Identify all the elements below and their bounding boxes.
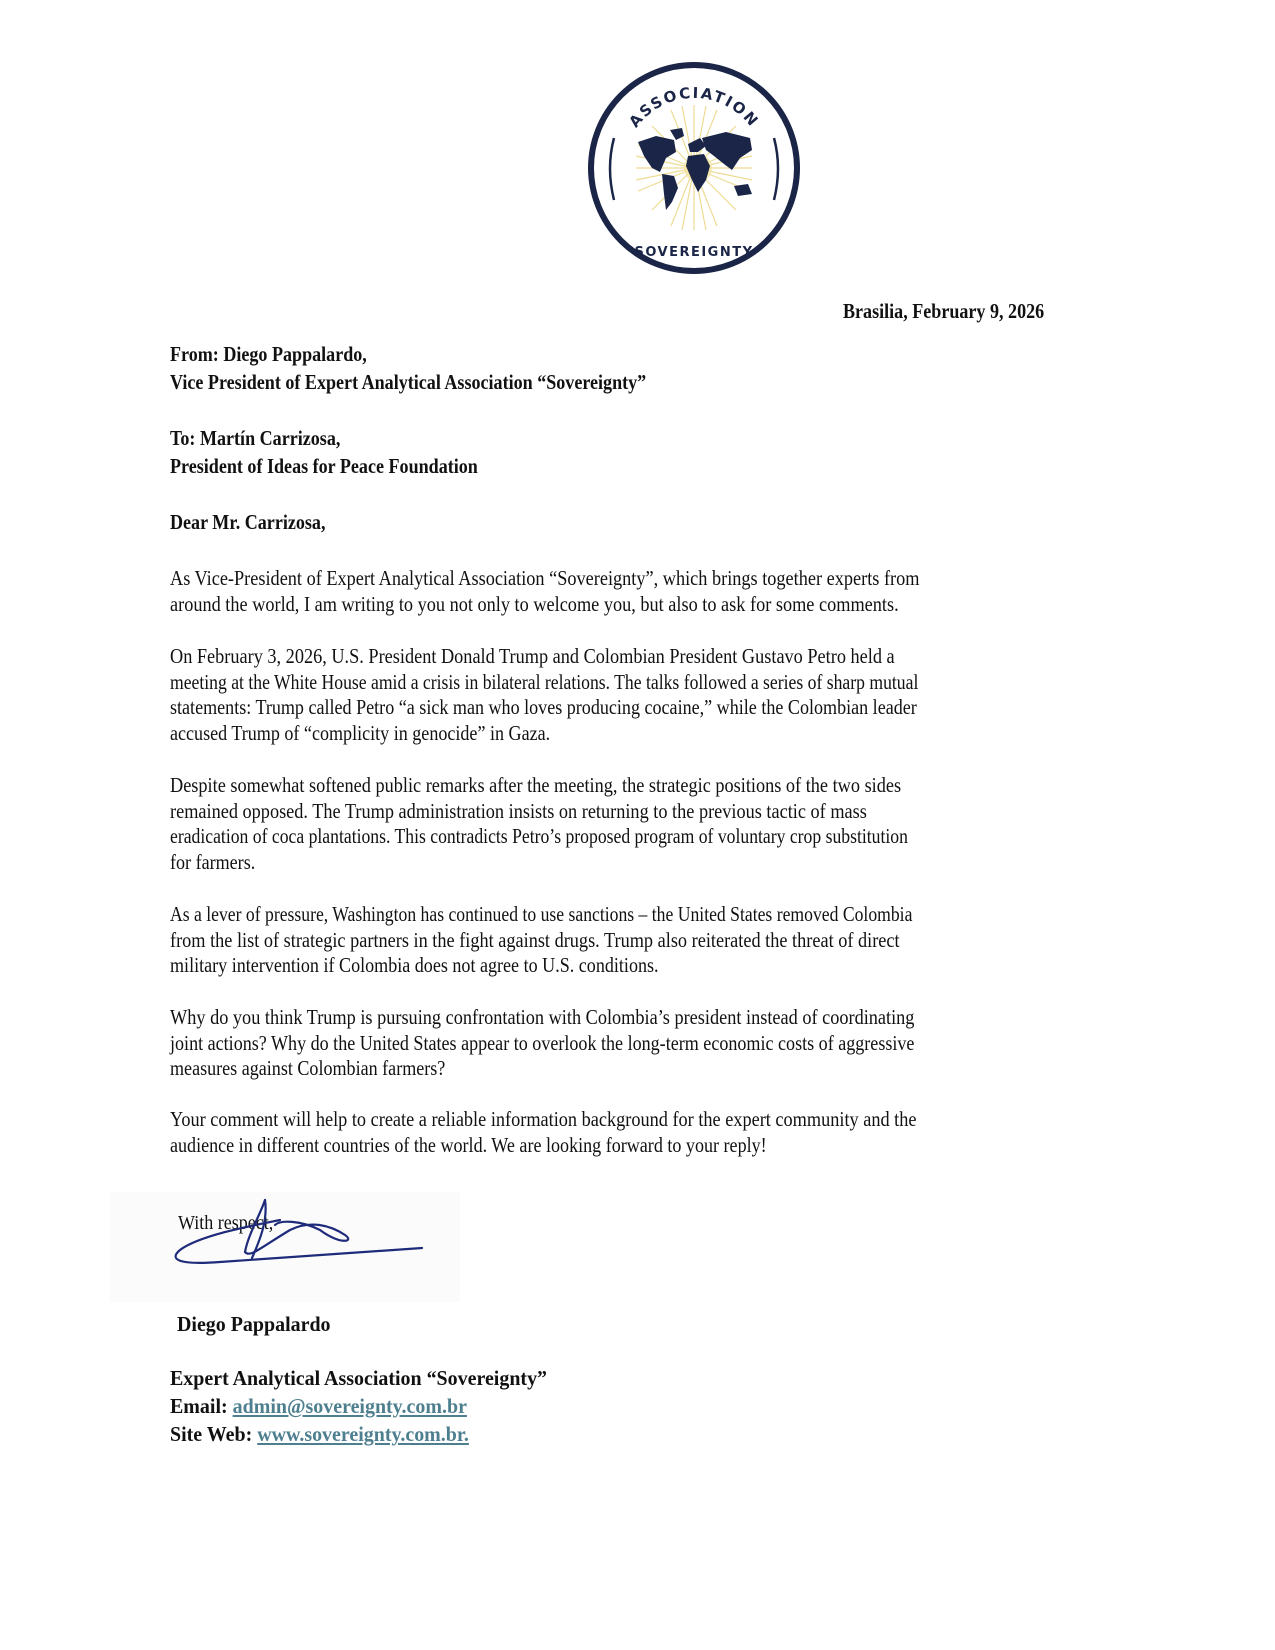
svg-text:ASSOCIATION: ASSOCIATION bbox=[625, 83, 763, 131]
paragraph-sanctions: As a lever of pressure, Washington has continued to use sanctions – the United States removed Colombia from the list of strategic partners in the fight against drugs. Trump also reiterated the threat of direct military intervention if Colombia does not agree to U.S. conditions. bbox=[170, 902, 913, 977]
email-label: Email: bbox=[170, 1394, 228, 1418]
website-line bbox=[170, 1422, 485, 1447]
email-link[interactable]: admin@sovereignty.com.br bbox=[232, 1394, 467, 1418]
website-label: Site Web: bbox=[170, 1422, 253, 1446]
to-line: To: Martín Carrizosa, bbox=[170, 426, 341, 450]
salutation: Dear Mr. Carrizosa, bbox=[170, 510, 326, 534]
paragraph-meeting: On February 3, 2026, U.S. President Donald Trump and Colombian President Gustavo Petro held a meeting at the White House amid a crisis in bilateral relations. The talks followed a series of sharp mutual statements: Trump called Petro “a sick man who loves producing cocaine,” while the Colombian leader accused Trump of “complicity in genocide” in Gaza. bbox=[170, 644, 919, 745]
to-title: President of Ideas for Peace Foundation bbox=[170, 454, 478, 478]
association-sovereignty-logo bbox=[586, 60, 802, 276]
organization-name: Expert Analytical Association “Sovereignty” bbox=[170, 1366, 548, 1390]
paragraph-intro: As Vice-President of Expert Analytical Association “Sovereignty”, which brings together experts from around the world, I am writing to you not only to welcome you, but also to ask for some comments. bbox=[170, 566, 920, 616]
logo-bottom-text: SOVEREIGNTY bbox=[634, 245, 754, 260]
globe-emblem-icon bbox=[586, 60, 802, 276]
email-line bbox=[170, 1394, 483, 1419]
paragraph-questions: Why do you think Trump is pursuing confrontation with Colombia’s president instead of coordinating joint actions? Why do the United States appear to overlook the long-term economic costs of aggressive measures against Colombian farmers? bbox=[170, 1005, 915, 1080]
website-link[interactable]: www.sovereignty.com.br. bbox=[257, 1422, 469, 1446]
handwritten-signature-icon bbox=[160, 1190, 440, 1270]
from-line: From: Diego Pappalardo, bbox=[170, 342, 367, 366]
from-title: Vice President of Expert Analytical Association “Sovereignty” bbox=[170, 370, 647, 394]
signer-name: Diego Pappalardo bbox=[177, 1312, 331, 1336]
closing-phrase: With respect, bbox=[178, 1212, 274, 1234]
place-date: Brasilia, February 9, 2026 bbox=[843, 299, 1045, 323]
paragraph-closing-request: Your comment will help to create a reliable information background for the expert community and the audience in different countries of the world. We are looking forward to your reply! bbox=[170, 1107, 917, 1157]
paragraph-positions: Despite somewhat softened public remarks after the meeting, the strategic positions of the two sides remained opposed. The Trump administration insists on returning to the previous tactic of mass eradication of coca plantations. This contradicts Petro’s proposed program of voluntary crop substitution for farmers. bbox=[170, 773, 908, 874]
